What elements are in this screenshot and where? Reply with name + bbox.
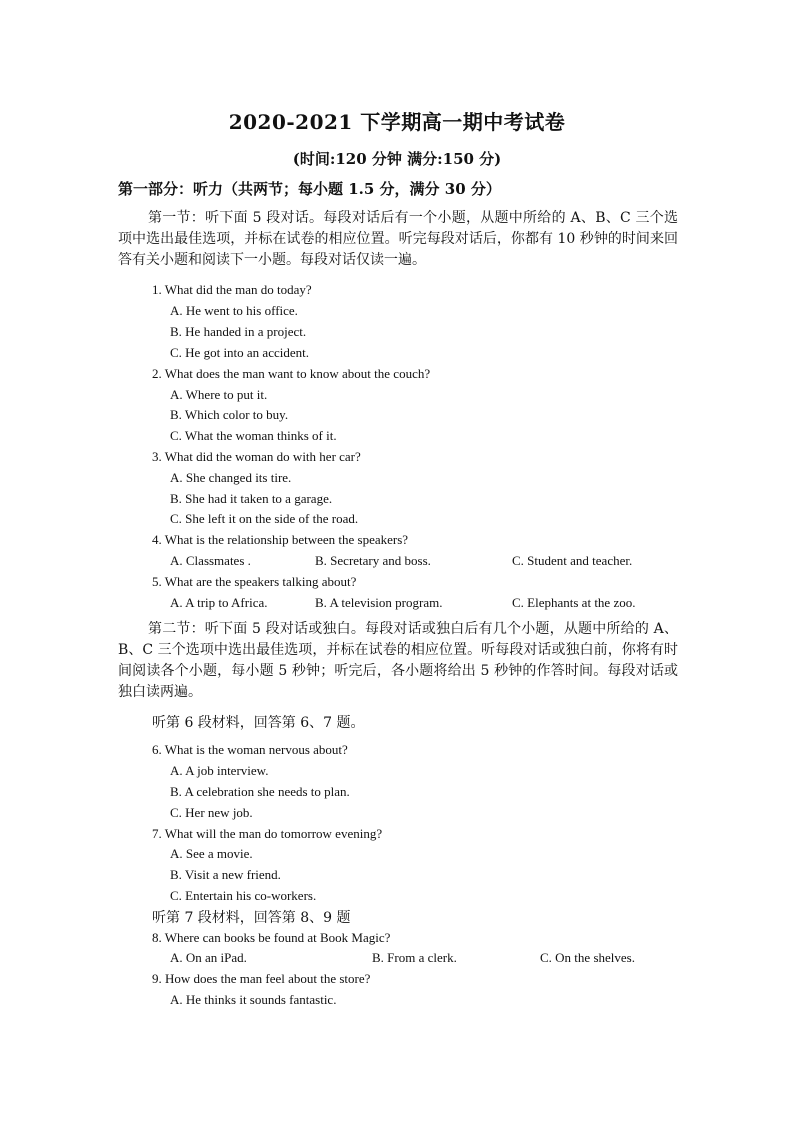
q3-option-b: B. She had it taken to a garage.	[170, 491, 333, 506]
q3-option-c: C. She left it on the side of the road.	[170, 511, 359, 526]
section1-instructions: 第一节：听下面 5 段对话。每段对话后有一个小题，从题中所给的 A、B、C 三个选项中选出最佳选项，并标在试卷的相应位置。听完每段对话后，你都有 10 秒钟的时间来回答有关小题和阅读下一小题。每段对话仅读一遍。	[118, 210, 678, 268]
q2-option-c: C. What the woman thinks of it.	[170, 428, 337, 443]
q7-option-c: C. Entertain his co-workers.	[170, 888, 317, 903]
question-2: 2. What does the man want to know about the couch?	[152, 366, 431, 381]
q5-option-c: C. Elephants at the zoo.	[512, 595, 636, 610]
q1-option-c: C. He got into an accident.	[170, 345, 309, 360]
question-1: 1. What did the man do today?	[152, 282, 312, 297]
q5-option-a: A. A trip to Africa.	[170, 595, 268, 610]
q7-option-b: B. Visit a new friend.	[170, 867, 281, 882]
q8-option-b: B. From a clerk.	[372, 950, 457, 965]
q6-option-a: A. A job interview.	[170, 763, 269, 778]
q6-option-b: B. A celebration she needs to plan.	[170, 784, 350, 799]
q6-option-c: C. Her new job.	[170, 805, 253, 820]
q4-option-a: A. Classmates .	[170, 553, 251, 568]
q7-option-a: A. See a movie.	[170, 846, 253, 861]
q2-option-b: B. Which color to buy.	[170, 407, 289, 422]
question-7: 7. What will the man do tomorrow evening?	[152, 826, 383, 841]
question-3: 3. What did the woman do with her car?	[152, 449, 361, 464]
q8-option-a: A. On an iPad.	[170, 950, 247, 965]
part1-heading: 第一部分：听力（共两节；每小题 1.5 分，满分 30 分）	[118, 180, 501, 198]
question-5: 5. What are the speakers talking about?	[152, 574, 357, 589]
section2-instructions: 第二节：听下面 5 段对话或独白。每段对话或独白后有几个小题，从题中所给的 A、B、C 三个选项中选出最佳选项，并标在试卷的相应位置。听每段对话或独白前，你将有时间阅读各个小题，每小题 5 秒钟；听完后，各小题将给出 5 秒钟的作答时间。每段对话或独白读两遍。	[118, 621, 678, 700]
material-6-instruction: 听第 6 段材料，回答第 6、7 题。	[152, 715, 365, 731]
q4-option-c: C. Student and teacher.	[512, 553, 633, 568]
question-9: 9. How does the man feel about the store?	[152, 971, 371, 986]
question-8: 8. Where can books be found at Book Magic?	[152, 930, 391, 945]
q1-option-b: B. He handed in a project.	[170, 324, 307, 339]
page-title: 2020-2021 下学期高一期中考试卷	[228, 110, 566, 134]
exam-time-score: (时间:120 分钟 满分:150 分)	[292, 150, 502, 168]
question-4: 4. What is the relationship between the speakers?	[152, 532, 409, 547]
q5-option-b: B. A television program.	[315, 595, 443, 610]
q1-option-a: A. He went to his office.	[170, 303, 298, 318]
q4-option-b: B. Secretary and boss.	[315, 553, 431, 568]
q9-option-a: A. He thinks it sounds fantastic.	[170, 992, 337, 1007]
q3-option-a: A. She changed its tire.	[170, 470, 292, 485]
q2-option-a: A. Where to put it.	[170, 387, 268, 402]
material-7-instruction: 听第 7 段材料，回答第 8、9 题	[152, 910, 351, 926]
q8-option-c: C. On the shelves.	[540, 950, 635, 965]
question-6: 6. What is the woman nervous about?	[152, 742, 348, 757]
